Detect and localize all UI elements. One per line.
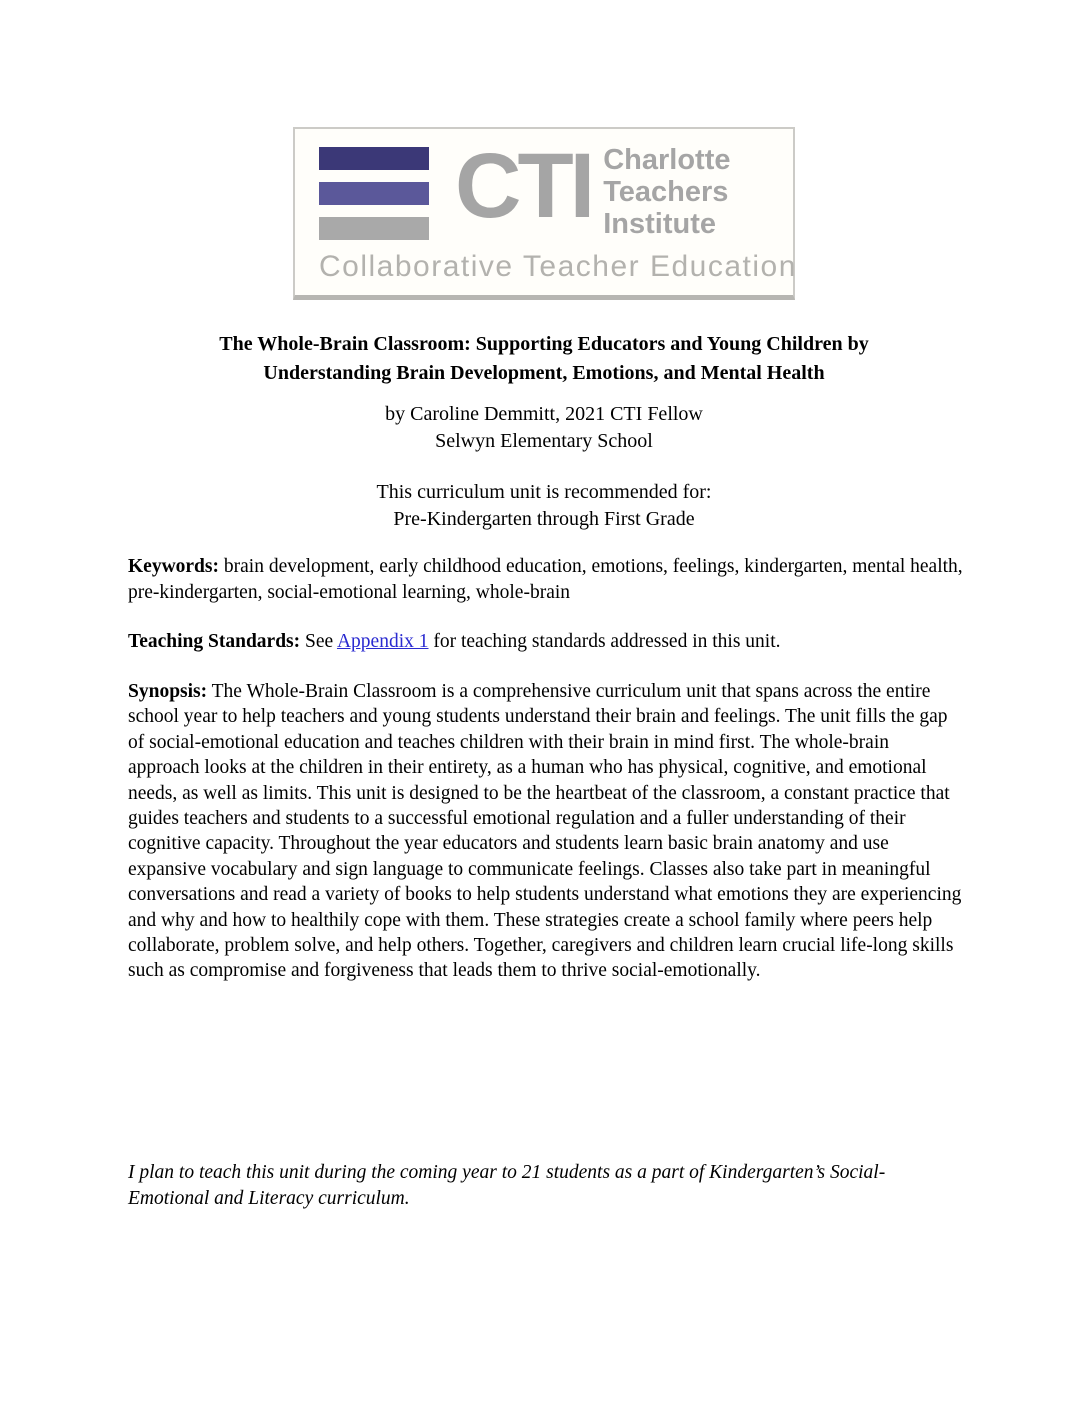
keywords-label: Keywords: [128,556,219,577]
synopsis-paragraph [128,679,964,984]
teaching-standards-post: for teaching standards addressed in this unit. [428,631,781,652]
teaching-standards-label: Teaching Standards: [128,631,301,652]
logo-bar-navy [319,147,429,170]
byline [126,401,962,455]
document-title [126,330,962,387]
logo-bar-purple [319,182,429,205]
byline-author: by Caroline Demmitt, 2021 CTI Fellow [385,403,703,425]
keywords-text: brain development, early childhood education, emotions, feelings, kindergarten, mental health, pre-kindergarten, social-emotional learning, whole-brain [128,556,963,603]
org-name-line2: Teachers [603,176,729,208]
byline-school: Selwyn Elementary School [435,430,653,452]
cti-org-name [603,144,730,240]
org-name-line3: Institute [603,208,716,240]
appendix-1-link[interactable]: Appendix 1 [336,631,429,652]
cti-tagline: Collaborative Teacher Education [319,250,797,283]
keywords-paragraph [128,554,964,606]
recommended-line2: Pre-Kindergarten through First Grade [393,508,695,530]
recommended-line1: This curriculum unit is recommended for: [376,481,712,503]
teaching-standards-paragraph [128,629,964,655]
cti-logo-top-row [319,135,777,240]
teaching-standards-pre: See [300,631,337,652]
title-line1: The Whole-Brain Classroom: Supporting Educators and Young Children by [219,333,869,355]
cti-wordmark: CTI [455,135,592,237]
org-name-line1: Charlotte [603,144,731,176]
synopsis-label: Synopsis: [128,681,208,702]
title-line2: Understanding Brain Development, Emotions, and Mental Health [263,361,825,384]
synopsis-text: The Whole-Brain Classroom is a comprehensive curriculum unit that spans across the entire school year to help teachers and young students understand their brain and feelings. The unit fills the gap of social-emotional education and teaches children with their brain in mind first. The whole-brain approach looks at the children in their entirety, as a human who has physical, cognitive, and emotional needs, as well as limits. This unit is designed to be the heartbeat of the classroom, a constant practice that guides teachers and students to a successful emotional regulation and a fuller understanding of their cognitive capacity. Throughout the year educators and students learn basic brain anatomy and use expansive vocabulary and sign language to communicate feelings. Classes also take part in meaningful conversations and read a variety of books to help students understand what emotions they are experiencing and why and how to healthily cope with them. These strategies create a school family where peers help collaborate, problem solve, and help others. Together, caregivers and children learn crucial life-long skills such as compromise and forgiveness that leads them to thrive social-emotionally. [128,681,962,982]
plan-note: I plan to teach this unit during the coming year to 21 students as a part of Kindergarten’s Social-Emotional and Literacy curriculum. [128,1161,886,1209]
cti-logo-bars [319,147,429,240]
logo-bar-gray [319,217,429,240]
recommended-for [126,479,962,533]
cti-logo [293,127,795,300]
